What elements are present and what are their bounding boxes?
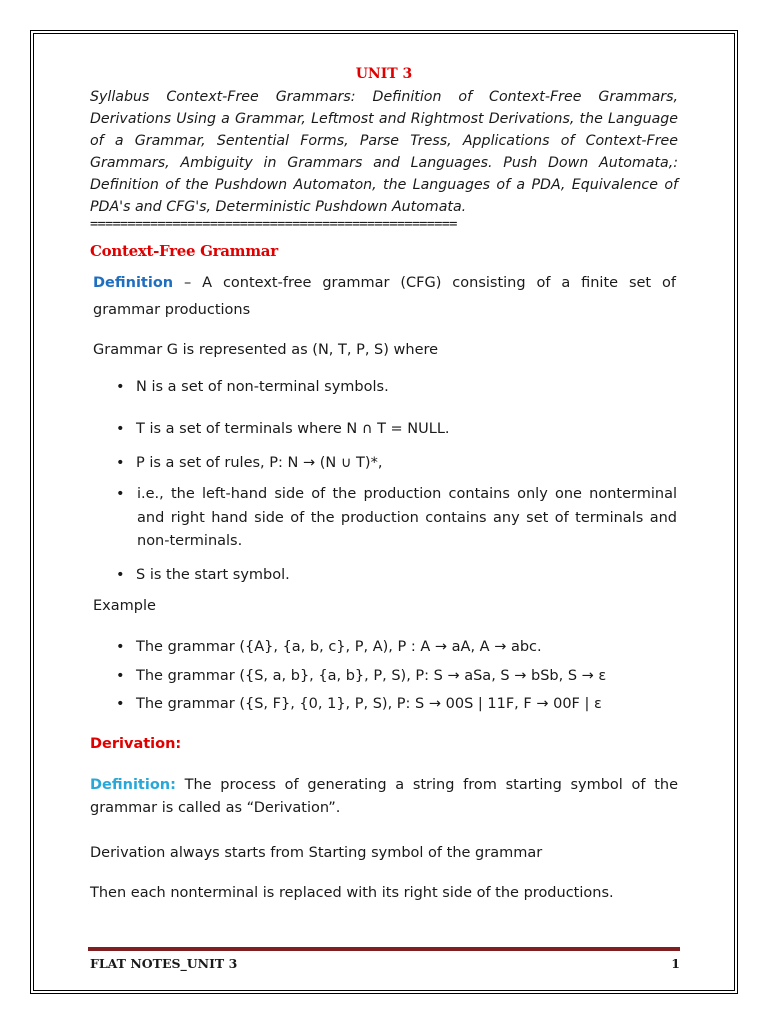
cfg-definition [93,270,676,324]
list-item-text: T is a set of terminals where N ∩ T = NULL. [136,421,450,437]
page-number: 1 [671,956,680,971]
list-item-text: S is the start symbol. [136,567,290,583]
example-label: Example [93,598,156,614]
bullet-icon: • [116,696,125,712]
grammar-represented: Grammar G is represented as (N, T, P, S) where [93,342,439,358]
cfg-heading: Context-Free Grammar [90,242,278,260]
list-item-text: i.e., the left-hand side of the production contains only one nonterminal and right hand side of the production contains any set of terminals and non-terminals. [137,486,677,549]
derivation-definition [90,774,678,820]
cfg-definition-label: Definition [93,275,174,291]
cfg-definition-text: – A context-free grammar (CFG) consisting of a finite set of grammar productions [93,275,676,318]
derivation-line-1: Derivation always starts from Starting symbol of the grammar [90,845,543,861]
derivation-definition-text: The process of generating a string from starting symbol of the grammar is called as “Derivation”. [90,777,678,816]
bullet-icon: • [116,639,125,655]
bullet-icon: • [116,668,125,684]
list-item-text: P is a set of rules, P: N → (N ∪ T)*, [136,455,383,471]
footer-divider [88,947,680,951]
list-item-text: The grammar ({A}, {a, b, c}, P, A), P : A → aA, A → abc. [136,639,542,655]
separator-line: ================================================= [90,216,457,232]
list-item-text: The grammar ({S, F}, {0, 1}, P, S), P: S → 00S | 11F, F → 00F | ε [136,696,602,712]
derivation-definition-label: Definition: [90,777,176,793]
unit-title: UNIT 3 [355,66,413,82]
list-item-text: The grammar ({S, a, b}, {a, b}, P, S), P: S → aSa, S → bSb, S → ε [136,668,607,684]
bullet-icon: • [116,455,125,471]
bullet-icon: • [116,486,125,502]
footer-title: FLAT NOTES_UNIT 3 [90,956,238,971]
list-item-text: N is a set of non-terminal symbols. [136,379,389,395]
derivation-heading: Derivation: [90,736,182,752]
bullet-icon: • [116,379,125,395]
syllabus-paragraph: Syllabus Context-Free Grammars: Definition of Context-Free Grammars, Derivations Using a Grammar, Leftmost and Rightmost Derivations, the Language of a Grammar, Sentential Forms, Parse Tress, Applications of Context-Free Grammars, Ambiguity in Grammars and Languages. Push Down Automata,: Definition of the Pushdown Automaton, the Languages of a PDA, Equivalence of PDA's and CFG's, Deterministic Pushdown Automata. [90,89,678,215]
bullet-icon: • [116,421,125,437]
bullet-icon: • [116,567,125,583]
derivation-line-2: Then each nonterminal is replaced with its right side of the productions. [90,885,614,901]
